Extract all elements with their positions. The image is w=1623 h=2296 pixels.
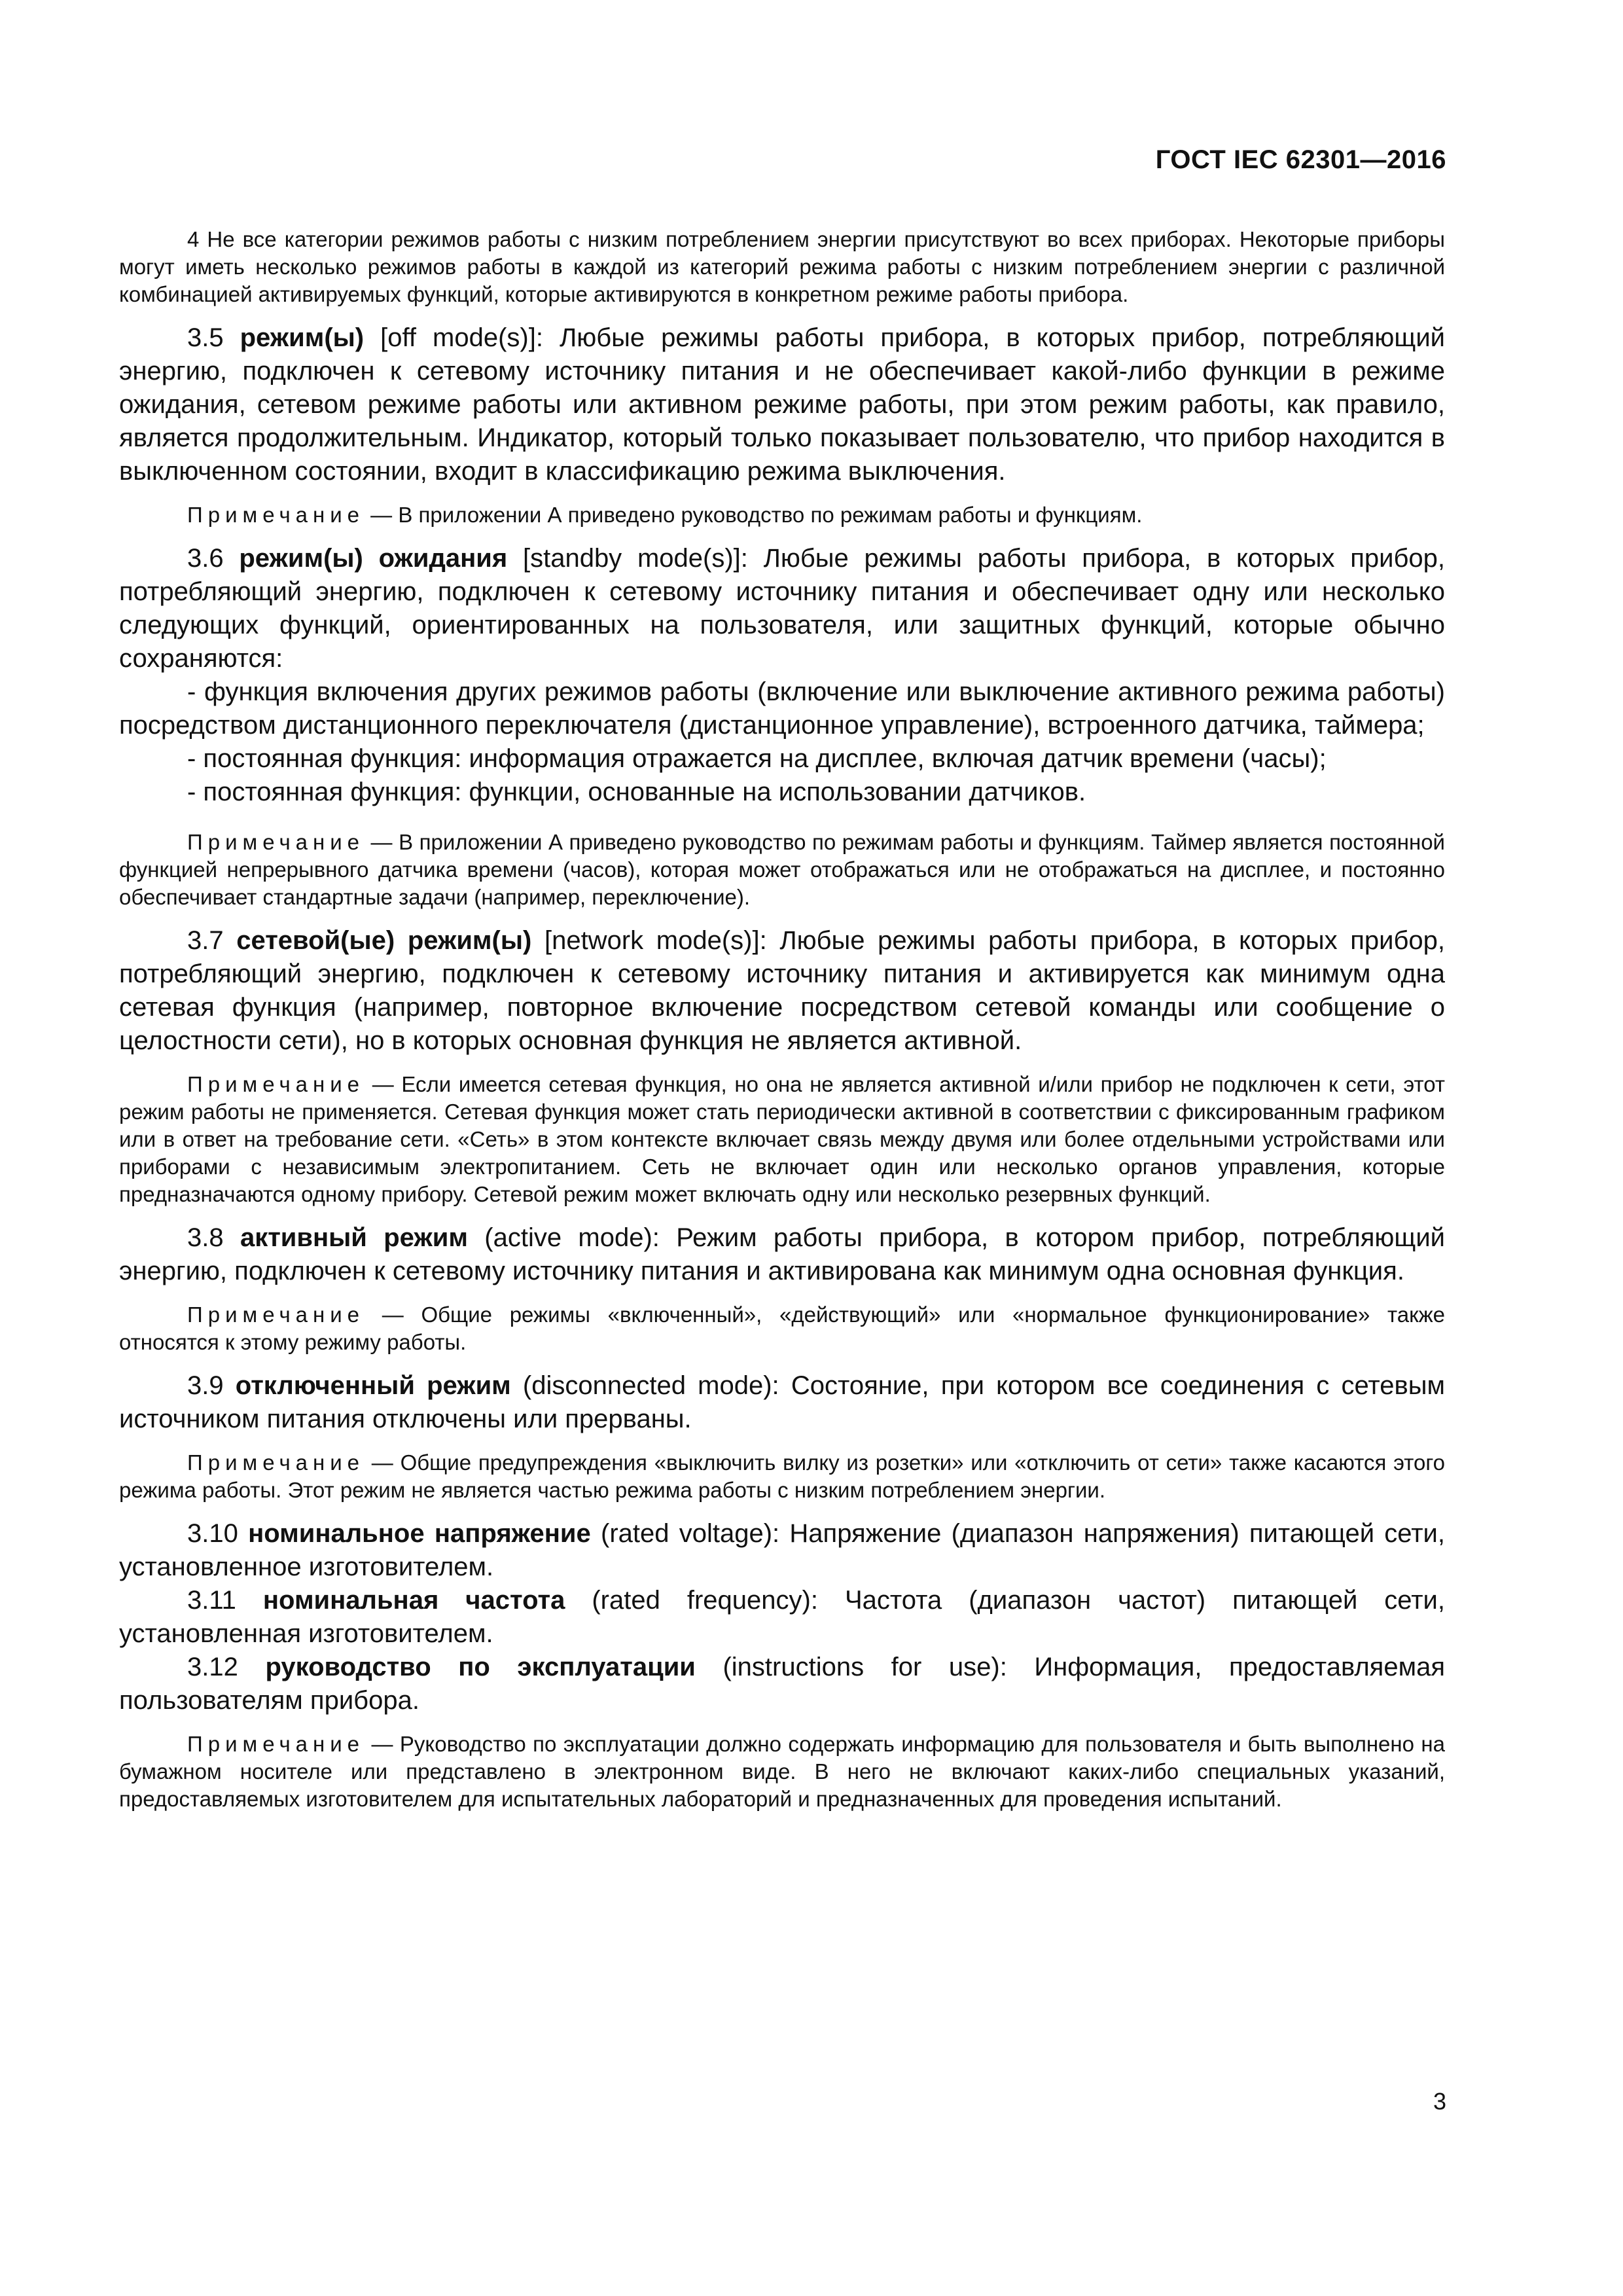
definition-text: (rated frequency): Частота (диапазон частот) питающей сети, установленная изготовителем.	[119, 1586, 1445, 1648]
term: номинальная частота	[262, 1586, 565, 1615]
note-dash: —	[365, 1732, 400, 1756]
note-label: Примечание	[187, 1450, 365, 1475]
note-3-12	[119, 1731, 1445, 1813]
clause-number: 3.9	[187, 1371, 236, 1400]
note-3-6	[119, 829, 1445, 911]
definition-3-8	[119, 1221, 1445, 1288]
term: отключенный режим	[235, 1371, 511, 1400]
definition-text: (instructions for use): Информация, предоставляемая пользователям прибора.	[119, 1653, 1445, 1715]
clause-number: 3.11	[187, 1586, 263, 1615]
clause-number: 3.7	[187, 926, 237, 955]
note-text: Руководство по эксплуатации должно содержать информацию для пользователя и быть выполнено на бумажном носителе или представлено в электронном виде. В него не включают каких-либо специальных указаний, предоставляемых изготовителем для испытательных лабораторий и предназначенных для проведения испытаний.	[119, 1732, 1445, 1811]
definition-text: (rated voltage): Напряжение (диапазон напряжения) питающей сети, установленное изготовителем.	[119, 1519, 1446, 1581]
note-text: Общие предупреждения «выключить вилку из розетки» или «отключить от сети» также касаются этого режима работы. Этот режим не является частью режима работы с низким потреблением энергии.	[119, 1450, 1445, 1502]
standard-number: ГОСТ IEC 62301—2016	[1155, 145, 1446, 174]
note-text: Если имеется сетевая функция, но она не является активной и/или прибор не подключен к сети, этот режим работы не применяется. Сетевая функция может стать периодически активной в соответствии с фиксированным графиком или в ответ на требование сети. «Сеть» в этом контексте включает связь между двумя или более отдельными устройствами или приборами с независимым электропитанием. Сеть не включает один или несколько органов управления, которые предназначаются одному прибору. Сетевой режим может включать одну или несколько резервных функций.	[119, 1072, 1445, 1206]
note-dash: —	[365, 1072, 402, 1096]
note-label: Примечание	[187, 1072, 365, 1096]
definition-3-6	[119, 542, 1445, 675]
note-dash: —	[365, 1450, 401, 1475]
definition-text: (active mode): Режим работы прибора, в котором прибор, потребляющий энергию, подключен к сетевому источнику питания и активирована как минимум одна основная функция.	[119, 1223, 1446, 1285]
definition-text: [standby mode(s)]: Любые режимы работы прибора, в которых прибор, потребляющий энергию, подключен к сетевому источнику питания и обеспечивает одну или несколько следующих функций, ориентированных на пользователя, или защитных функций, которые обычно сохраняются:	[119, 544, 1446, 673]
definition-3-7	[119, 924, 1445, 1058]
definition-3-11	[119, 1584, 1445, 1651]
note-3-9	[119, 1449, 1445, 1504]
definition-3-5	[119, 321, 1445, 488]
term: сетевой(ые) режим(ы)	[236, 926, 532, 955]
term: режим(ы) ожидания	[239, 544, 508, 573]
definition-3-12	[119, 1651, 1445, 1717]
definition-3-9	[119, 1369, 1445, 1436]
note-3-7	[119, 1071, 1445, 1208]
page-content	[119, 226, 1445, 1826]
term: номинальное напряжение	[248, 1519, 591, 1548]
clause-number: 3.12	[187, 1653, 266, 1681]
note-dash: —	[365, 1302, 421, 1327]
list-item: - постоянная функция: функции, основанные на использовании датчиков.	[187, 778, 1086, 806]
term: режим(ы)	[240, 323, 365, 352]
note-label: Примечание	[187, 1732, 365, 1756]
note-text: Общие режимы «включенный», «действующий» или «нормальное функционирование» также относятся к этому режиму работы.	[119, 1302, 1446, 1354]
clause-number: 3.10	[187, 1519, 249, 1548]
page-number: 3	[1433, 2088, 1446, 2115]
note-dash: —	[365, 503, 399, 527]
clause-number: 3.8	[187, 1223, 240, 1252]
clause-number: 3.5	[187, 323, 240, 352]
term: руководство по эксплуатации	[265, 1653, 696, 1681]
note-text: В приложении А приведено руководство по режимам работы и функциям.	[398, 503, 1143, 527]
note-4: 4 Не все категории режимов работы с низким потреблением энергии присутствуют во всех приборах. Некоторые приборы могут иметь несколько режимов работы в каждой из категорий режима работы с низким потреблением энергии с различной комбинацией активируемых функций, которые активируются в конкретном режиме работы прибора.	[119, 227, 1445, 306]
list-item: - постоянная функция: информация отражается на дисплее, включая датчик времени (часы);	[187, 744, 1327, 773]
definition-3-10	[119, 1517, 1445, 1584]
note-label: Примечание	[187, 1302, 365, 1327]
definition-text: [off mode(s)]: Любые режимы работы прибора, в которых прибор, потребляющий энергию, подключен к сетевому источнику питания и не обеспечивает какой-либо функции в режиме ожидания, сетевом режиме работы или активном режиме работы, при этом режим работы, как правило, является продолжительным. Индикатор, который только показывает пользователю, что прибор находится в выключенном состоянии, входит в классификацию режима выключения.	[119, 323, 1446, 486]
note-label: Примечание	[187, 503, 365, 527]
list-item: - функция включения других режимов работы (включение или выключение активного режима работы) посредством дистанционного переключателя (дистанционное управление), встроенного датчика, таймера;	[119, 677, 1445, 740]
note-dash: —	[365, 830, 399, 854]
note-label: Примечание	[187, 830, 365, 854]
definition-text: [network mode(s)]: Любые режимы работы прибора, в которых прибор, потребляющий энергию, подключен к сетевому источнику питания и активируется как минимум одна сетевая функция (например, повторное включение посредством сетевой команды или сообщение о целостности сети), но в которых основная функция не является активной.	[119, 926, 1446, 1055]
note-3-8	[119, 1301, 1445, 1356]
note-3-5	[119, 501, 1445, 529]
note-text: В приложении А приведено руководство по режимам работы и функциям. Таймер является постоянной функцией непрерывного датчика времени (часов), которая может отображаться или не отображаться на дисплее, и постоянно обеспечивает стандартные задачи (например, переключение).	[119, 830, 1445, 909]
clause-number: 3.6	[187, 544, 240, 573]
definition-text: (disconnected mode): Состояние, при котором все соединения с сетевым источником питания отключены или прерваны.	[119, 1371, 1445, 1433]
term: активный режим	[240, 1223, 468, 1252]
